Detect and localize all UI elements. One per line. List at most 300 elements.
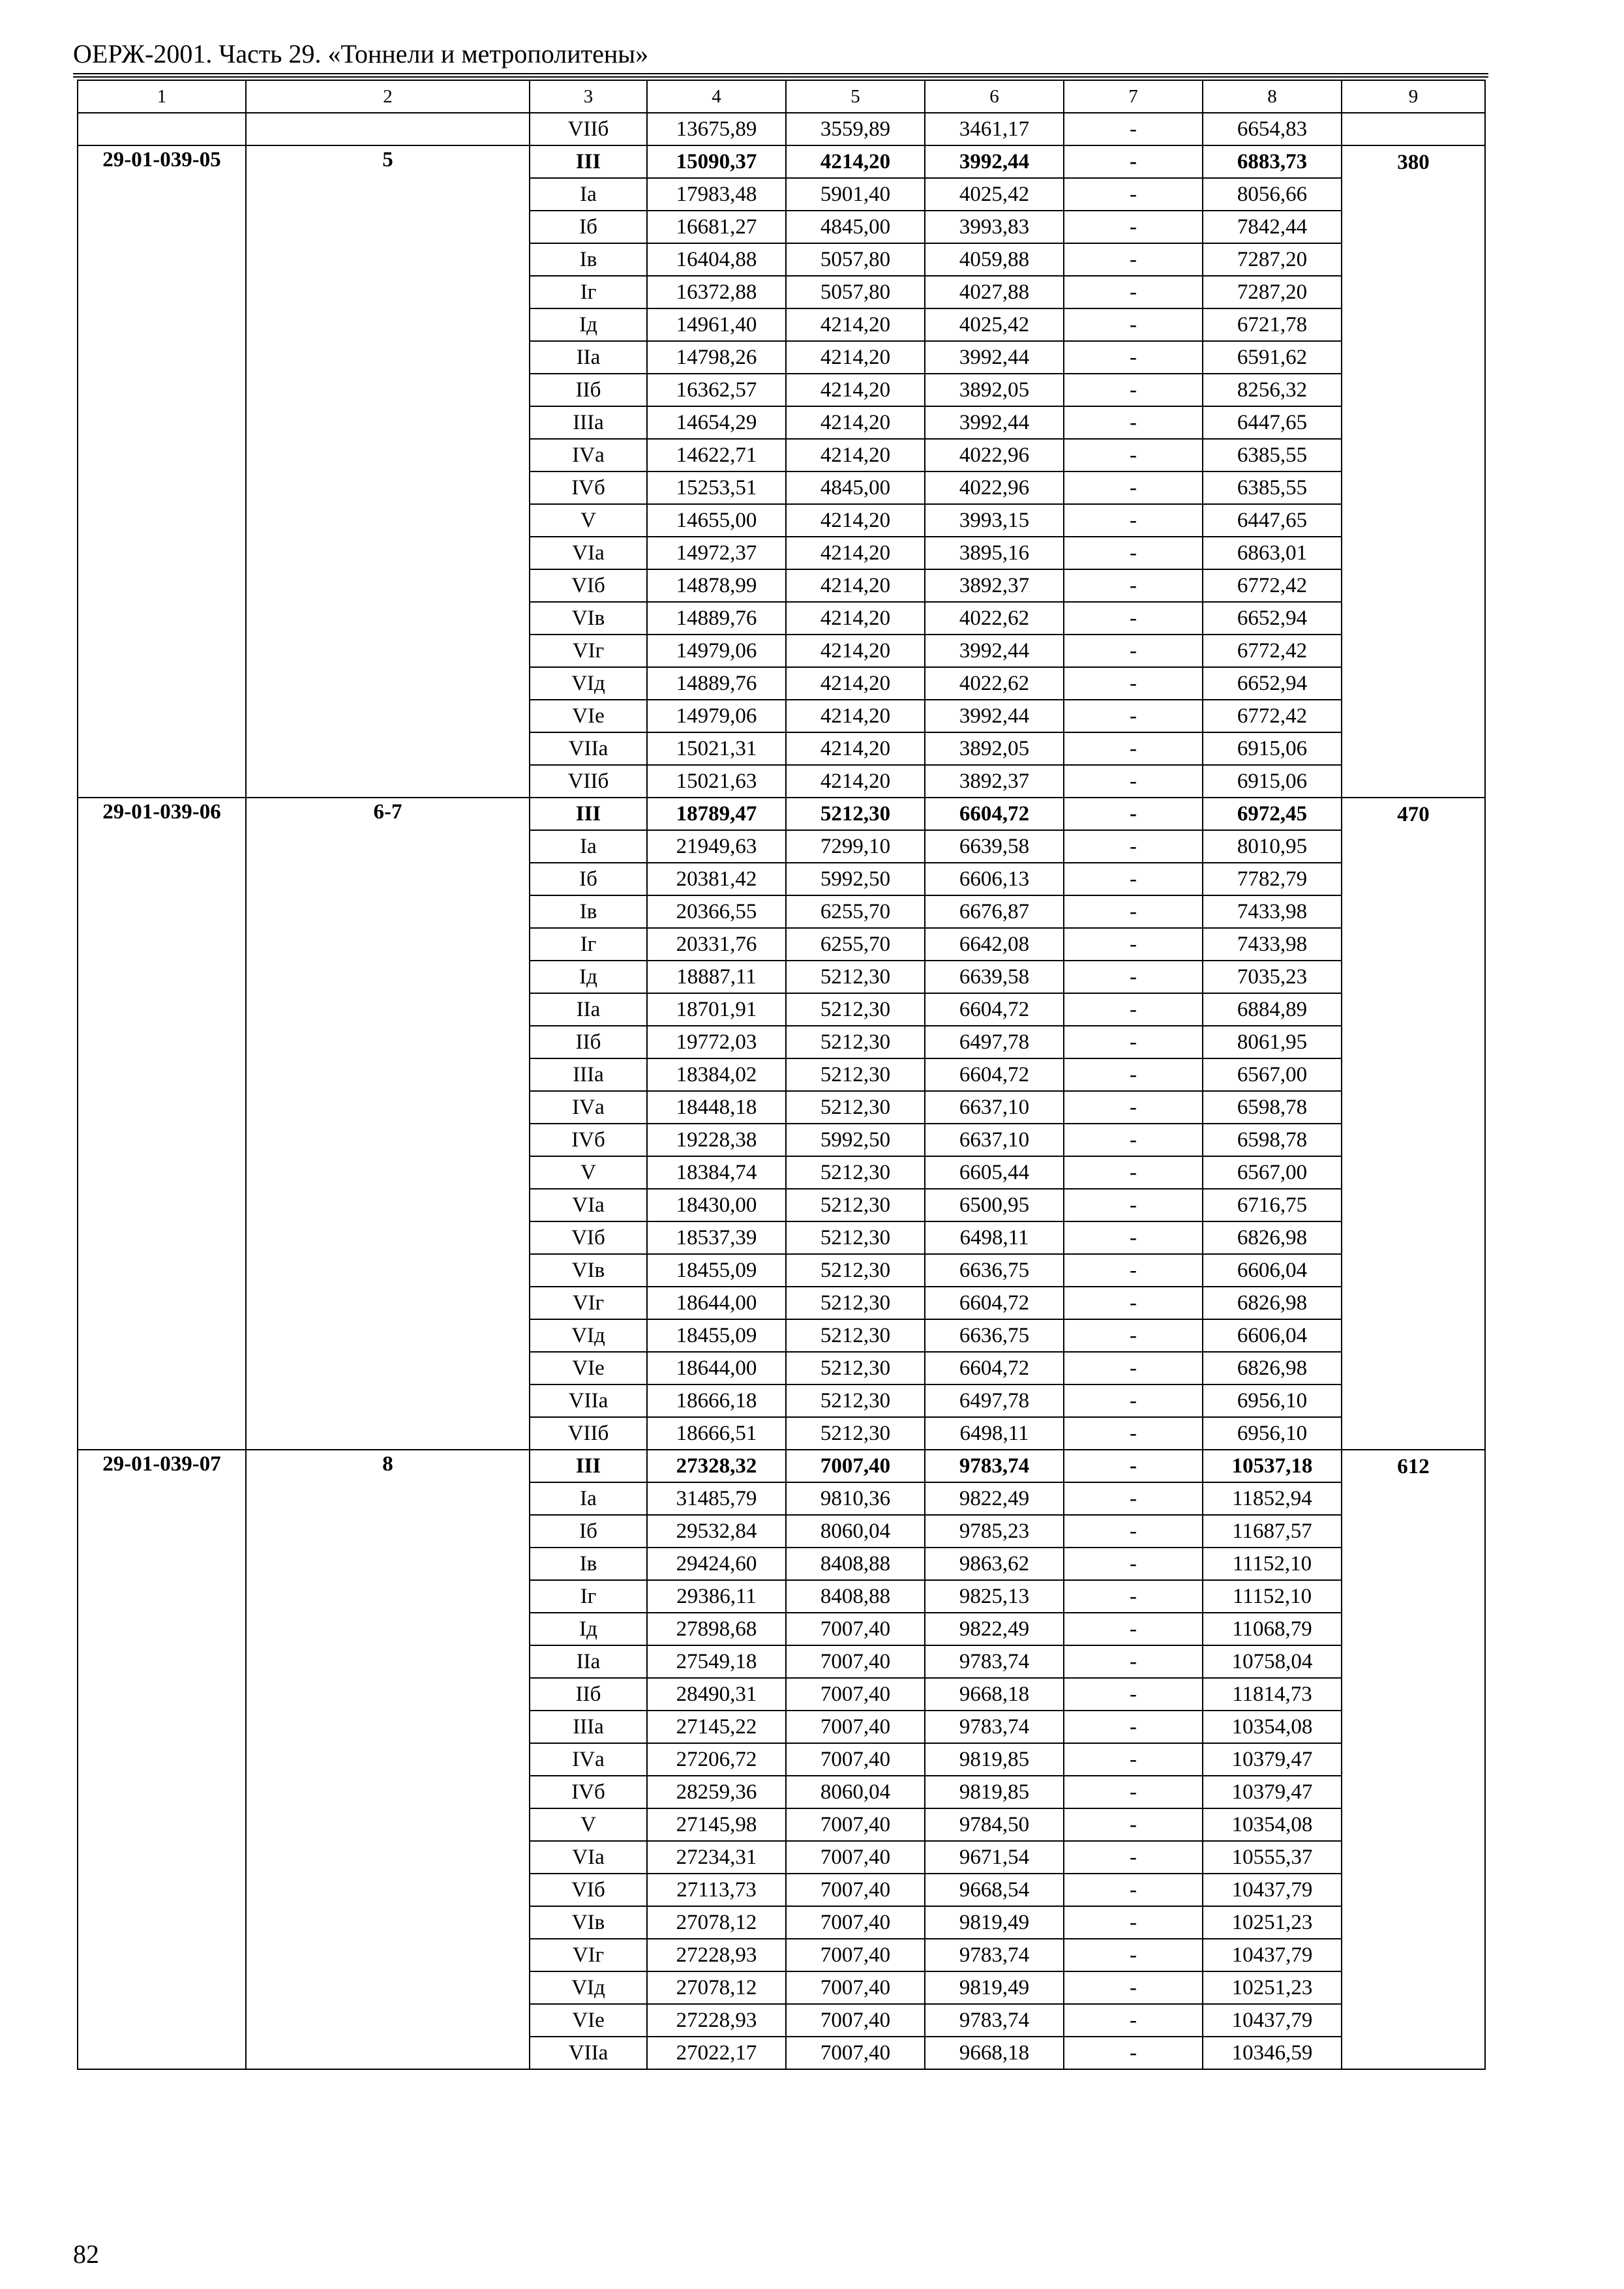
cost-value: - xyxy=(1064,1515,1203,1548)
cost-value: - xyxy=(1064,635,1203,667)
cost-value: 17983,48 xyxy=(647,178,786,211)
parameter-value xyxy=(246,993,530,1026)
cost-value: 4059,88 xyxy=(925,243,1064,276)
cost-value: - xyxy=(1064,993,1203,1026)
table-row xyxy=(78,1515,1485,1548)
cost-value: 16681,27 xyxy=(647,211,786,243)
cost-value: 11152,10 xyxy=(1203,1548,1342,1580)
category-mark: Iа xyxy=(530,1482,647,1515)
table-row xyxy=(78,1352,1485,1384)
cost-value: 18448,18 xyxy=(647,1091,786,1124)
rate-code xyxy=(78,1645,246,1678)
unit-value: 612 xyxy=(1342,1450,1485,1482)
cost-value: 6637,10 xyxy=(925,1124,1064,1156)
category-mark: VIд xyxy=(530,1319,647,1352)
cost-value: 14622,71 xyxy=(647,439,786,471)
cost-value: - xyxy=(1064,765,1203,798)
cost-value: 6826,98 xyxy=(1203,1352,1342,1384)
cost-value: 8408,88 xyxy=(786,1548,925,1580)
cost-value: 10379,47 xyxy=(1203,1776,1342,1808)
table-row xyxy=(78,732,1485,765)
cost-value: 9819,85 xyxy=(925,1743,1064,1776)
cost-value: 6605,44 xyxy=(925,1156,1064,1189)
cost-value: 5901,40 xyxy=(786,178,925,211)
cost-value: 14654,29 xyxy=(647,406,786,439)
parameter-value xyxy=(246,537,530,569)
category-mark: Iа xyxy=(530,178,647,211)
cost-value: 20366,55 xyxy=(647,895,786,928)
cost-value: 14889,76 xyxy=(647,602,786,635)
unit-value xyxy=(1342,602,1485,635)
table-row xyxy=(78,1384,1485,1417)
cost-value: 7299,10 xyxy=(786,830,925,863)
cost-value: 5212,30 xyxy=(786,798,925,830)
cost-value: 18666,18 xyxy=(647,1384,786,1417)
column-number: 7 xyxy=(1064,80,1203,113)
parameter-value xyxy=(246,928,530,961)
cost-value: 4214,20 xyxy=(786,667,925,700)
category-mark: VIIа xyxy=(530,732,647,765)
rate-code xyxy=(78,569,246,602)
cost-value: 21949,63 xyxy=(647,830,786,863)
cost-value: 7007,40 xyxy=(786,1906,925,1939)
cost-value: 10537,18 xyxy=(1203,1450,1342,1482)
column-number: 6 xyxy=(925,80,1064,113)
cost-value: 9863,62 xyxy=(925,1548,1064,1580)
column-number: 8 xyxy=(1203,80,1342,113)
price-table xyxy=(77,80,1486,2070)
category-mark: III xyxy=(530,798,647,830)
table-body xyxy=(78,80,1485,2069)
table-row xyxy=(78,1189,1485,1221)
cost-value: - xyxy=(1064,504,1203,537)
cost-value: 27328,32 xyxy=(647,1450,786,1482)
unit-value xyxy=(1342,961,1485,993)
cost-value: 10354,08 xyxy=(1203,1711,1342,1743)
parameter-value xyxy=(246,1254,530,1287)
cost-value: 9671,54 xyxy=(925,1841,1064,1874)
cost-value: 27113,73 xyxy=(647,1874,786,1906)
unit-value xyxy=(1342,2037,1485,2069)
parameter-value xyxy=(246,211,530,243)
category-mark: IVб xyxy=(530,1124,647,1156)
cost-value: 6604,72 xyxy=(925,993,1064,1026)
unit-value xyxy=(1342,928,1485,961)
category-mark: VIг xyxy=(530,1939,647,1971)
rate-code xyxy=(78,1613,246,1645)
unit-value xyxy=(1342,993,1485,1026)
category-mark: Iд xyxy=(530,961,647,993)
cost-value: 7007,40 xyxy=(786,1711,925,1743)
page-number: 82 xyxy=(73,2239,99,2269)
cost-value: 29532,84 xyxy=(647,1515,786,1548)
cost-value: 10251,23 xyxy=(1203,1906,1342,1939)
cost-value: 27078,12 xyxy=(647,1971,786,2004)
rate-code xyxy=(78,602,246,635)
unit-value xyxy=(1342,113,1485,145)
column-number: 2 xyxy=(246,80,530,113)
parameter-value xyxy=(246,895,530,928)
category-mark: VIIа xyxy=(530,2037,647,2069)
category-mark: IIа xyxy=(530,341,647,374)
cost-value: 7007,40 xyxy=(786,2004,925,2037)
cost-value: 4022,96 xyxy=(925,439,1064,471)
cost-value: 3461,17 xyxy=(925,113,1064,145)
parameter-value xyxy=(246,569,530,602)
cost-value: 5212,30 xyxy=(786,1189,925,1221)
parameter-value xyxy=(246,667,530,700)
cost-value: 18644,00 xyxy=(647,1287,786,1319)
unit-value xyxy=(1342,1156,1485,1189)
parameter-value xyxy=(246,1026,530,1058)
cost-value: 20331,76 xyxy=(647,928,786,961)
category-mark: IIа xyxy=(530,1645,647,1678)
cost-value: 5212,30 xyxy=(786,961,925,993)
header-rule-lower xyxy=(73,76,1488,78)
unit-value: 380 xyxy=(1342,145,1485,178)
cost-value: 6255,70 xyxy=(786,895,925,928)
cost-value: 15021,31 xyxy=(647,732,786,765)
cost-value: 6721,78 xyxy=(1203,308,1342,341)
rate-code xyxy=(78,1384,246,1417)
column-number: 9 xyxy=(1342,80,1485,113)
category-mark: V xyxy=(530,1808,647,1841)
category-mark: Iв xyxy=(530,895,647,928)
table-row xyxy=(78,1841,1485,1874)
cost-value: 4214,20 xyxy=(786,504,925,537)
rate-code xyxy=(78,1156,246,1189)
rate-code xyxy=(78,1808,246,1841)
table-row xyxy=(78,635,1485,667)
unit-value xyxy=(1342,1874,1485,1906)
rate-code xyxy=(78,765,246,798)
cost-value: 6772,42 xyxy=(1203,635,1342,667)
category-mark: VIб xyxy=(530,1874,647,1906)
cost-value: 6604,72 xyxy=(925,1058,1064,1091)
category-mark: VIг xyxy=(530,635,647,667)
parameter-value xyxy=(246,1808,530,1841)
table-row xyxy=(78,1287,1485,1319)
cost-value: 6676,87 xyxy=(925,895,1064,928)
unit-value xyxy=(1342,1254,1485,1287)
rate-code xyxy=(78,1091,246,1124)
cost-value: - xyxy=(1064,439,1203,471)
table-row xyxy=(78,1124,1485,1156)
parameter-value xyxy=(246,1058,530,1091)
cost-value: 7007,40 xyxy=(786,1808,925,1841)
cost-value: 11152,10 xyxy=(1203,1580,1342,1613)
table-row xyxy=(78,1221,1485,1254)
cost-value: - xyxy=(1064,1221,1203,1254)
unit-value xyxy=(1342,1678,1485,1711)
cost-value: 6498,11 xyxy=(925,1417,1064,1450)
cost-value: 14798,26 xyxy=(647,341,786,374)
rate-code xyxy=(78,700,246,732)
cost-value: - xyxy=(1064,1450,1203,1482)
table-row xyxy=(78,1548,1485,1580)
cost-value: 7007,40 xyxy=(786,1743,925,1776)
unit-value xyxy=(1342,1319,1485,1352)
table-row xyxy=(78,243,1485,276)
unit-value xyxy=(1342,863,1485,895)
cost-value: 5212,30 xyxy=(786,1091,925,1124)
category-mark: VIв xyxy=(530,1254,647,1287)
cost-value: 13675,89 xyxy=(647,113,786,145)
cost-value: 18701,91 xyxy=(647,993,786,1026)
table-row xyxy=(78,308,1485,341)
parameter-value: 5 xyxy=(246,145,530,178)
table-row xyxy=(78,1026,1485,1058)
cost-value: 10379,47 xyxy=(1203,1743,1342,1776)
cost-value: 4214,20 xyxy=(786,406,925,439)
category-mark: Iг xyxy=(530,928,647,961)
category-mark: III xyxy=(530,1450,647,1482)
cost-value: 18789,47 xyxy=(647,798,786,830)
category-mark: Iд xyxy=(530,308,647,341)
cost-value: 7433,98 xyxy=(1203,928,1342,961)
rate-code xyxy=(78,1776,246,1808)
unit-value xyxy=(1342,1613,1485,1645)
cost-value: 4845,00 xyxy=(786,211,925,243)
table-row xyxy=(78,1156,1485,1189)
cost-value: 20381,42 xyxy=(647,863,786,895)
cost-value: - xyxy=(1064,569,1203,602)
cost-value: 4025,42 xyxy=(925,308,1064,341)
parameter-value xyxy=(246,602,530,635)
parameter-value xyxy=(246,1221,530,1254)
cost-value: 7287,20 xyxy=(1203,276,1342,308)
cost-value: 11068,79 xyxy=(1203,1613,1342,1645)
unit-value xyxy=(1342,765,1485,798)
cost-value: 6567,00 xyxy=(1203,1156,1342,1189)
parameter-value xyxy=(246,1124,530,1156)
cost-value: 6772,42 xyxy=(1203,569,1342,602)
cost-value: 6772,42 xyxy=(1203,700,1342,732)
rate-code xyxy=(78,1221,246,1254)
cost-value: 3892,05 xyxy=(925,374,1064,406)
category-mark: Iб xyxy=(530,211,647,243)
cost-value: - xyxy=(1064,961,1203,993)
cost-value: - xyxy=(1064,2037,1203,2069)
table-row xyxy=(78,113,1485,145)
rate-code xyxy=(78,276,246,308)
cost-value: 27234,31 xyxy=(647,1841,786,1874)
cost-value: - xyxy=(1064,1613,1203,1645)
cost-value: 6604,72 xyxy=(925,798,1064,830)
category-mark: VIIа xyxy=(530,1384,647,1417)
parameter-value xyxy=(246,1515,530,1548)
table-row xyxy=(78,1645,1485,1678)
rate-code xyxy=(78,1841,246,1874)
cost-value: 9819,49 xyxy=(925,1906,1064,1939)
table-row xyxy=(78,863,1485,895)
unit-value xyxy=(1342,1287,1485,1319)
rate-code xyxy=(78,406,246,439)
cost-value: 8010,95 xyxy=(1203,830,1342,863)
cost-value: 6826,98 xyxy=(1203,1221,1342,1254)
unit-value xyxy=(1342,1841,1485,1874)
table-row xyxy=(78,374,1485,406)
rate-code xyxy=(78,993,246,1026)
table-row xyxy=(78,1091,1485,1124)
unit-value xyxy=(1342,635,1485,667)
table-row xyxy=(78,341,1485,374)
cost-value: 9783,74 xyxy=(925,1711,1064,1743)
table-row xyxy=(78,1743,1485,1776)
cost-value: - xyxy=(1064,928,1203,961)
cost-value: 6884,89 xyxy=(1203,993,1342,1026)
cost-value: 16372,88 xyxy=(647,276,786,308)
cost-value: 7007,40 xyxy=(786,1613,925,1645)
table-row xyxy=(78,602,1485,635)
parameter-value xyxy=(246,471,530,504)
cost-value: - xyxy=(1064,211,1203,243)
table-row xyxy=(78,1254,1485,1287)
cost-value: - xyxy=(1064,1808,1203,1841)
rate-code xyxy=(78,1515,246,1548)
category-mark: VIб xyxy=(530,1221,647,1254)
cost-value: 3559,89 xyxy=(786,113,925,145)
category-mark: III xyxy=(530,145,647,178)
table-row xyxy=(78,928,1485,961)
parameter-value xyxy=(246,863,530,895)
cost-value: 8056,66 xyxy=(1203,178,1342,211)
cost-value: 9819,49 xyxy=(925,1971,1064,2004)
cost-value: 6447,65 xyxy=(1203,406,1342,439)
cost-value: 4214,20 xyxy=(786,537,925,569)
cost-value: 6604,72 xyxy=(925,1287,1064,1319)
rate-code xyxy=(78,1417,246,1450)
rate-code xyxy=(78,439,246,471)
category-mark: VIд xyxy=(530,667,647,700)
rate-code xyxy=(78,1971,246,2004)
parameter-value: 8 xyxy=(246,1450,530,1482)
category-mark: VIа xyxy=(530,1841,647,1874)
parameter-value xyxy=(246,1091,530,1124)
parameter-value xyxy=(246,1841,530,1874)
cost-value: - xyxy=(1064,700,1203,732)
cost-value: 10346,59 xyxy=(1203,2037,1342,2069)
cost-value: 31485,79 xyxy=(647,1482,786,1515)
category-mark: Iв xyxy=(530,243,647,276)
header-rule-upper xyxy=(73,73,1488,74)
cost-value: 29424,60 xyxy=(647,1548,786,1580)
rate-code: 29-01-039-06 xyxy=(78,798,246,830)
cost-value: 6606,13 xyxy=(925,863,1064,895)
cost-value: 6863,01 xyxy=(1203,537,1342,569)
parameter-value xyxy=(246,406,530,439)
cost-value: 14878,99 xyxy=(647,569,786,602)
parameter-value xyxy=(246,1645,530,1678)
category-mark: IIб xyxy=(530,374,647,406)
unit-value xyxy=(1342,1384,1485,1417)
table-row xyxy=(78,1319,1485,1352)
cost-value: - xyxy=(1064,1026,1203,1058)
cost-value: 5212,30 xyxy=(786,1221,925,1254)
cost-value: 3992,44 xyxy=(925,635,1064,667)
cost-value: 5212,30 xyxy=(786,1058,925,1091)
parameter-value xyxy=(246,243,530,276)
rate-code xyxy=(78,1678,246,1711)
cost-value: 6567,00 xyxy=(1203,1058,1342,1091)
table-row xyxy=(78,1417,1485,1450)
cost-value: - xyxy=(1064,1091,1203,1124)
cost-value: 7007,40 xyxy=(786,2037,925,2069)
cost-value: 8408,88 xyxy=(786,1580,925,1613)
rate-code xyxy=(78,635,246,667)
category-mark: IIб xyxy=(530,1026,647,1058)
rate-code xyxy=(78,1352,246,1384)
rate-code xyxy=(78,830,246,863)
cost-value: - xyxy=(1064,1254,1203,1287)
table-row xyxy=(78,1711,1485,1743)
unit-value xyxy=(1342,374,1485,406)
parameter-value xyxy=(246,961,530,993)
cost-value: 7007,40 xyxy=(786,1841,925,1874)
cost-value: 6604,72 xyxy=(925,1352,1064,1384)
parameter-value xyxy=(246,1319,530,1352)
unit-value xyxy=(1342,1058,1485,1091)
parameter-value xyxy=(246,1678,530,1711)
unit-value xyxy=(1342,1580,1485,1613)
cost-value: - xyxy=(1064,1156,1203,1189)
cost-value: 5212,30 xyxy=(786,1287,925,1319)
cost-value: 27145,22 xyxy=(647,1711,786,1743)
unit-value xyxy=(1342,1645,1485,1678)
rate-code xyxy=(78,1580,246,1613)
unit-value xyxy=(1342,537,1485,569)
cost-value: 6598,78 xyxy=(1203,1124,1342,1156)
cost-value: 6716,75 xyxy=(1203,1189,1342,1221)
parameter-value xyxy=(246,1548,530,1580)
cost-value: 7007,40 xyxy=(786,1645,925,1678)
cost-value: 5057,80 xyxy=(786,276,925,308)
table-row xyxy=(78,145,1485,178)
cost-value: 27549,18 xyxy=(647,1645,786,1678)
cost-value: 27145,98 xyxy=(647,1808,786,1841)
cost-value: - xyxy=(1064,798,1203,830)
cost-value: 18455,09 xyxy=(647,1254,786,1287)
cost-value: 14961,40 xyxy=(647,308,786,341)
rate-code xyxy=(78,1254,246,1287)
cost-value: 3892,05 xyxy=(925,732,1064,765)
unit-value xyxy=(1342,1743,1485,1776)
unit-value xyxy=(1342,1091,1485,1124)
unit-value xyxy=(1342,1906,1485,1939)
cost-value: 18887,11 xyxy=(647,961,786,993)
category-mark: VIв xyxy=(530,1906,647,1939)
cost-value: 9825,13 xyxy=(925,1580,1064,1613)
table-row xyxy=(78,765,1485,798)
cost-value: 7007,40 xyxy=(786,1450,925,1482)
category-mark: IIб xyxy=(530,1678,647,1711)
cost-value: 9668,18 xyxy=(925,2037,1064,2069)
cost-value: 7842,44 xyxy=(1203,211,1342,243)
cost-value: - xyxy=(1064,1711,1203,1743)
rate-code: 29-01-039-05 xyxy=(78,145,246,178)
unit-value xyxy=(1342,1352,1485,1384)
cost-value: - xyxy=(1064,471,1203,504)
table-row xyxy=(78,406,1485,439)
cost-value: 9822,49 xyxy=(925,1613,1064,1645)
rate-code xyxy=(78,341,246,374)
cost-value: 5212,30 xyxy=(786,1026,925,1058)
rate-code xyxy=(78,1906,246,1939)
cost-value: 18430,00 xyxy=(647,1189,786,1221)
unit-value xyxy=(1342,243,1485,276)
cost-value: 6598,78 xyxy=(1203,1091,1342,1124)
unit-value xyxy=(1342,569,1485,602)
